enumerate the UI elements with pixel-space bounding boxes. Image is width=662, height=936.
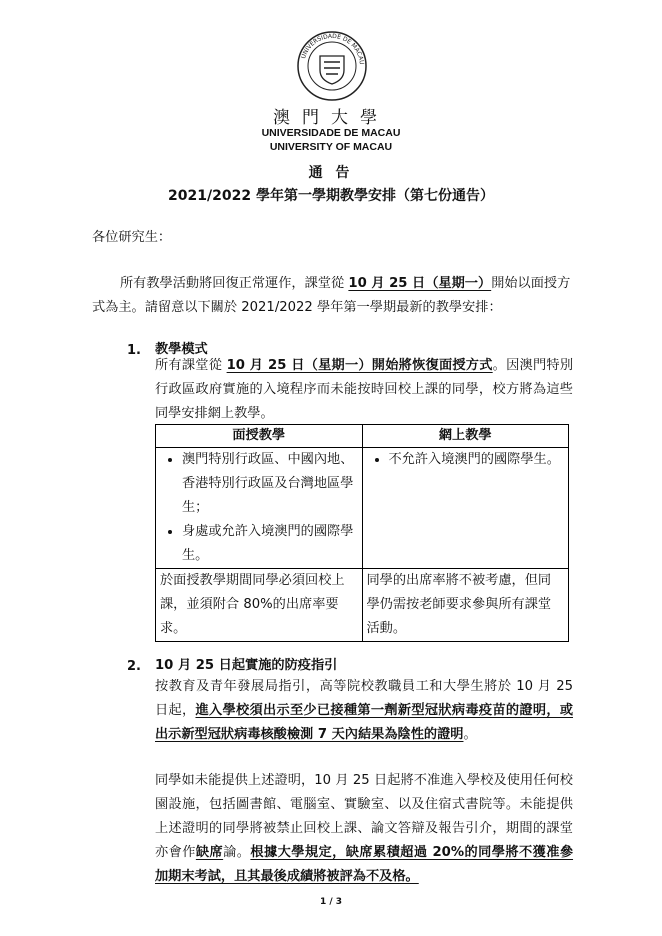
section-heading: 10 月 25 日起實施的防疫指引 [155,658,338,673]
table-header: 面授教學 [156,425,363,448]
section2-paragraph-2: 同學如未能提供上述證明，10 月 25 日起將不准進入學校及使用任何校園設施，包括圖書館、電腦室、實驗室、以及住宿式書院等。未能提供上述證明的同學將被禁止回校上課、論文答辯及報告引介，期間的課堂亦會作缺席論。根據大學規定，缺席累積超過 20%的同學將不獲准參加期末考試，且其最後成績將被評為不及格。 [155,773,574,884]
list-item: • 身處或允許入境澳門的國際學生。 [182,520,358,568]
teaching-mode-table [155,424,569,642]
table-cell: 同學的出席率將不被考慮，但同學仍需按老師要求參與所有課堂活動。 [362,569,569,642]
section-number: 1. [127,343,141,358]
section-number: 2. [127,659,141,674]
university-seal-logo [296,30,368,102]
list-item: • 澳門特別行政區、中國內地、香港特別行政區及台灣地區學生； [182,448,358,520]
notice-label: 通 告 [308,165,354,181]
intro-paragraph: 所有教學活動將回復正常運作，課堂從 10 月 25 日（星期一）開始以面授方式為主。請留意以下關於 2021/2022 學年第一學期最新的教學安排： [92,276,571,315]
salutation: 各位研究生： [92,230,172,245]
list-item: • 不允許入境澳門的國際學生。 [389,448,565,472]
section-heading: 教學模式 [155,342,208,357]
university-chinese-name: 澳門大學 [273,108,389,128]
table-header: 網上教學 [362,425,569,448]
notice-title: 2021/2022 學年第一學期教學安排（第七份通告） [168,188,494,204]
section1-paragraph: 所有課堂從 10 月 25 日（星期一）開始將恢復面授方式。因澳門特別行政區政府實施的入境程序而未能按時回校上課的同學，校方將為這些同學安排網上教學。 [155,358,574,421]
table-cell: 於面授教學期間同學必須回校上課，並須附合 80%的出席率要求。 [156,569,363,642]
section2-paragraph-1: 按教育及青年發展局指引，高等院校教職員工和大學生將於 10 月 25 日起，進入學校須出示至少已接種第一劑新型冠狀病毒疫苗的證明，或出示新型冠狀病毒核酸檢測 7 天內結果為陰性的證明。 [155,679,574,742]
page-number: 1 / 3 [319,897,343,907]
svg-text:UNIVERSIDADE DE MACAU: UNIVERSIDADE DE MACAU [300,32,366,66]
university-portuguese-name: UNIVERSIDADE DE MACAU [261,127,401,139]
university-english-name: UNIVERSITY OF MACAU [269,141,393,153]
